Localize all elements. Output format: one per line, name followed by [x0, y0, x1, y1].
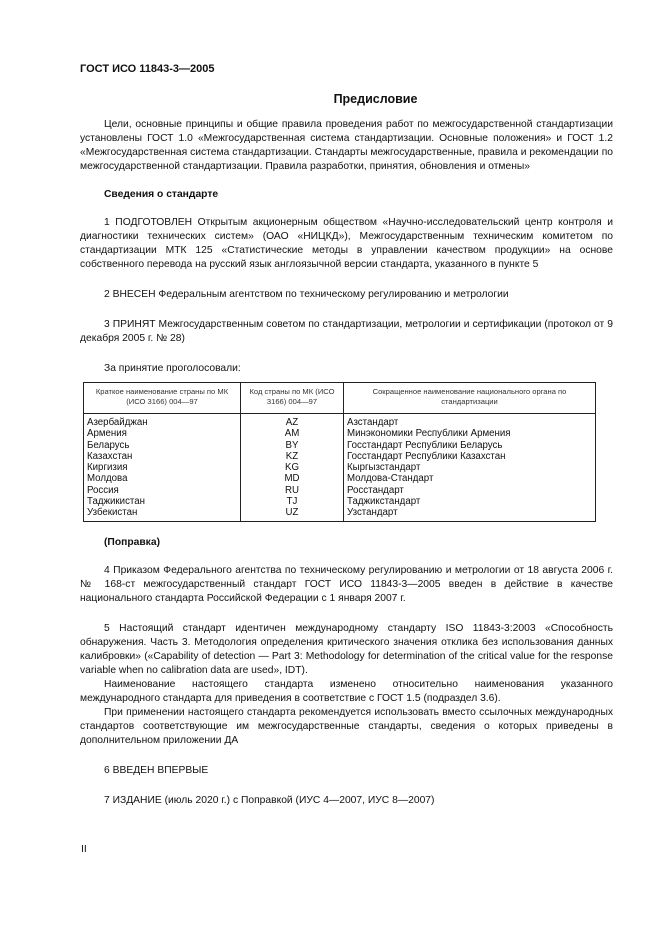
- table-row: [84, 414, 596, 429]
- body-cell: Таджикстандарт: [344, 496, 596, 507]
- section-title: Сведения о стандарте: [104, 189, 219, 200]
- item-5-reference-note: При применении настоящего стандарта рекомендуется использовать вместо ссылочных международных стандартов соответствующие им межгосударственные стандарты, сведения о которых приведены в дополнительном приложении ДА: [80, 706, 613, 746]
- body-cell: Минэкономики Республики Армения: [344, 428, 596, 439]
- body-cell: Росстандарт: [344, 485, 596, 496]
- table-header-code: Код страны по МК (ИСО 3166) 004—97: [241, 383, 344, 414]
- code-cell: KG: [241, 462, 344, 473]
- code-cell: BY: [241, 440, 344, 451]
- code-cell: MD: [241, 473, 344, 484]
- table-row: [84, 496, 596, 507]
- body-cell: Узстандарт: [344, 507, 596, 521]
- code-cell: RU: [241, 485, 344, 496]
- item-6: 6 ВВЕДЕН ВПЕРВЫЕ: [104, 764, 209, 776]
- item-5: 5 Настоящий стандарт идентичен международному стандарту ISO 11843-3:2003 «Способность обнаружения. Часть 3. Методология определения критического значения отклика без использования данных калибровки» («Capability of detection — Part 3: Methodology for determination of the critical value for the response variable when no calibration data are used», IDT).: [80, 622, 613, 676]
- intro-paragraph: Цели, основные принципы и общие правила проведения работ по межгосударственной стандартизации установлены ГОСТ 1.0 «Межгосударственная система стандартизации. Основные положения» и ГОСТ 1.2 «Межгосударственная система стандартизации. Стандарты межгосударственные, правила и рекомендации по межгосударственной стандартизации. Правила разработки, принятия, обновления и отмены»: [80, 119, 613, 172]
- voted-label: За принятие проголосовали:: [104, 363, 241, 374]
- code-cell: AZ: [241, 414, 344, 429]
- table-row: [84, 462, 596, 473]
- amendment-note: (Поправка): [104, 536, 160, 548]
- table-row: [84, 485, 596, 496]
- country-cell: Казахстан: [84, 451, 241, 462]
- code-cell: TJ: [241, 496, 344, 507]
- item-2: 2 ВНЕСЕН Федеральным агентством по техническому регулированию и метрологии: [104, 289, 509, 300]
- body-cell: Госстандарт Республики Казахстан: [344, 451, 596, 462]
- page-number: II: [81, 843, 87, 855]
- country-cell: Армения: [84, 428, 241, 439]
- item-1: 1 ПОДГОТОВЛЕН Открытым акционерным обществом «Научно-исследовательский центр контроля и диагностики технических систем» (ОАО «НИЦКД»), Межгосударственным техническим комитетом по стандартизации МТК 125 «Статистические методы в управлении качеством продукции» на основе собственного перевода на русский язык англоязычной версии стандарта, указанного в пункте 5: [80, 217, 613, 270]
- country-cell: Беларусь: [84, 440, 241, 451]
- table-row: [84, 507, 596, 521]
- preface-content: [80, 92, 613, 808]
- item-5-name-note: Наименование настоящего стандарта изменено относительно наименования указанного международного стандарта для приведения в соответствие с ГОСТ 1.5 (подраздел 3.6).: [80, 678, 613, 704]
- body-cell: Кыргызстандарт: [344, 462, 596, 473]
- country-cell: Россия: [84, 485, 241, 496]
- table-row: [84, 428, 596, 439]
- table-header-country: Краткое наименование страны по МК (ИСО 3166) 004—97: [84, 383, 241, 414]
- table-header-body: Сокращенное наименование национального органа по стандартизации: [344, 383, 596, 414]
- code-cell: UZ: [241, 507, 344, 521]
- member-states-table: [83, 382, 596, 522]
- body-cell: Азстандарт: [344, 414, 596, 429]
- item-4: 4 Приказом Федерального агентства по техническому регулированию и метрологии от 18 августа 2006 г. № 168-ст межгосударственный стандарт ГОСТ ИСО 11843-3—2005 введен в действие в качестве национального стандарта Российской Федерации с 1 января 2007 г.: [80, 564, 613, 604]
- table-row: [84, 451, 596, 462]
- country-cell: Молдова: [84, 473, 241, 484]
- code-cell: AM: [241, 428, 344, 439]
- table-row: [84, 473, 596, 484]
- table-row: [84, 440, 596, 451]
- item-3: 3 ПРИНЯТ Межгосударственным советом по стандартизации, метрологии и сертификации (протокол от 9 декабря 2005 г. № 28): [80, 319, 613, 344]
- body-cell: Госстандарт Республики Беларусь: [344, 440, 596, 451]
- body-cell: Молдова-Стандарт: [344, 473, 596, 484]
- country-cell: Таджикистан: [84, 496, 241, 507]
- item-7: 7 ИЗДАНИЕ (июль 2020 г.) с Поправкой (ИУС 4—2007, ИУС 8—2007): [104, 794, 435, 806]
- code-cell: KZ: [241, 451, 344, 462]
- country-cell: Узбекистан: [84, 507, 241, 521]
- country-cell: Киргизия: [84, 462, 241, 473]
- document-id-header: ГОСТ ИСО 11843-3—2005: [80, 63, 215, 75]
- preface-title: Предисловие: [333, 92, 418, 106]
- country-cell: Азербайджан: [84, 414, 241, 429]
